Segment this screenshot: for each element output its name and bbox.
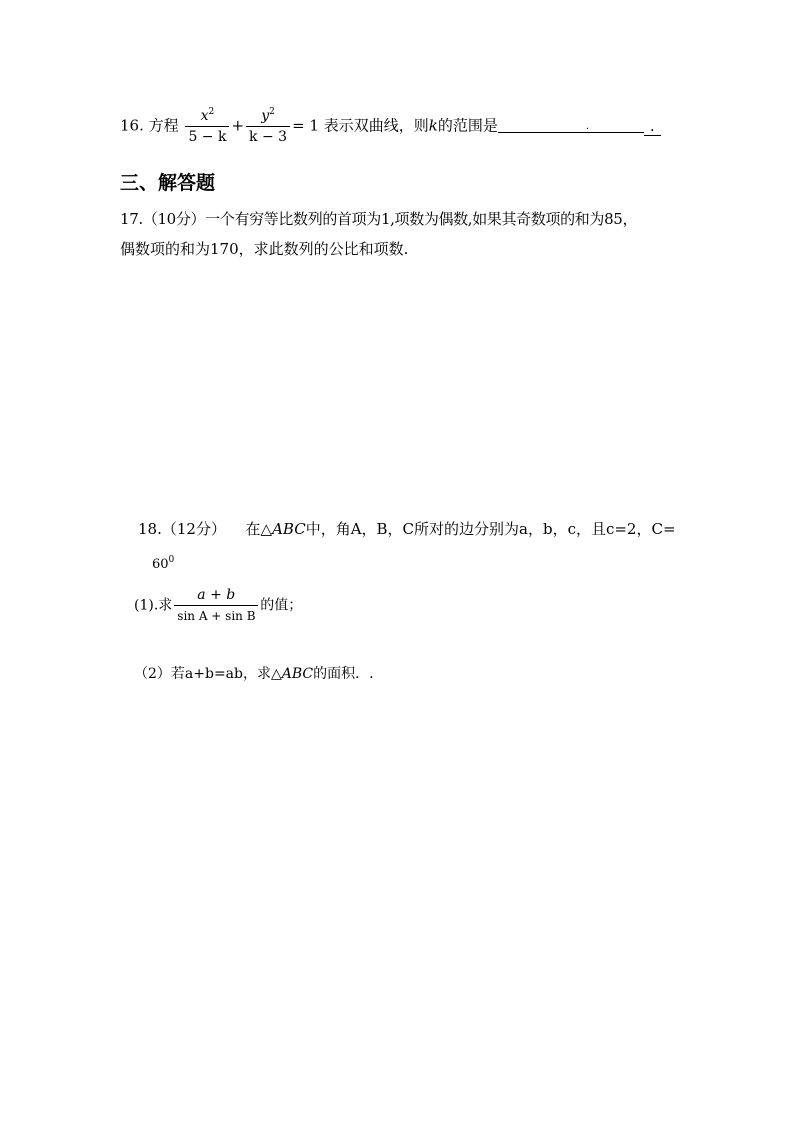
q16-number: 16. — [120, 116, 144, 135]
q18-prefix: 18.（12分） — [138, 520, 226, 538]
q17-line-2: 偶数项的和为170，求此数列的公比和项数. — [120, 240, 409, 258]
q16-text-b: 的范围是 — [437, 116, 498, 135]
q18-part2-a: （2）若a+b=ab，求△ — [134, 666, 282, 682]
q18-part-1 — [134, 587, 302, 624]
q18-part1-den: sin A + sin B — [177, 609, 256, 623]
q16-answer-blank[interactable] — [498, 117, 644, 133]
q18-line-1 — [138, 521, 676, 537]
q16-frac2-den: k − 3 — [249, 129, 288, 145]
q16-equals: = 1 — [292, 116, 319, 135]
q16-fraction-2 — [246, 108, 290, 145]
q16-text-a: 表示双曲线，则 — [323, 116, 429, 135]
q18-part1-num: a + b — [174, 587, 258, 606]
question-16 — [120, 108, 661, 145]
q18-part1-fraction — [174, 587, 258, 624]
q16-fraction-1 — [185, 108, 229, 145]
q18-abc: ABC — [272, 520, 306, 538]
q16-frac1-num: x — [200, 108, 209, 124]
q16-frac2-sup: 2 — [269, 107, 275, 117]
q18-text-a: 在△ — [245, 520, 273, 538]
q16-plus: + — [231, 116, 245, 135]
q16-frac1-den: 5 − k — [188, 129, 227, 145]
q17-line-1: 17.（10分）一个有穷等比数列的首项为1,项数为偶数,如果其奇数项的和为85， — [120, 210, 638, 228]
q18-text-b: 中，角A，B，C所对的边分别为a，b，c，且c=2，C= — [305, 520, 676, 538]
q16-frac2-num: y — [261, 108, 270, 124]
q18-angle — [152, 557, 174, 572]
q18-angle-value: 60 — [152, 557, 169, 572]
q16-blank-dot: . — [585, 120, 590, 132]
q18-part2-b: 的面积．. — [313, 666, 374, 682]
q18-part1-end: 的值； — [260, 597, 303, 614]
q16-frac1-sup: 2 — [208, 107, 215, 117]
q18-part1-label: (1).求 — [134, 597, 173, 614]
q18-angle-sup: 0 — [168, 555, 175, 565]
section-3-heading: 三、解答题 — [120, 172, 216, 194]
q18-part-2 — [134, 666, 374, 682]
q18-part2-abc: ABC — [281, 666, 314, 682]
q16-end: . — [644, 117, 661, 136]
q16-lead: 方程 — [148, 116, 179, 135]
q16-var-k: k — [428, 116, 438, 135]
